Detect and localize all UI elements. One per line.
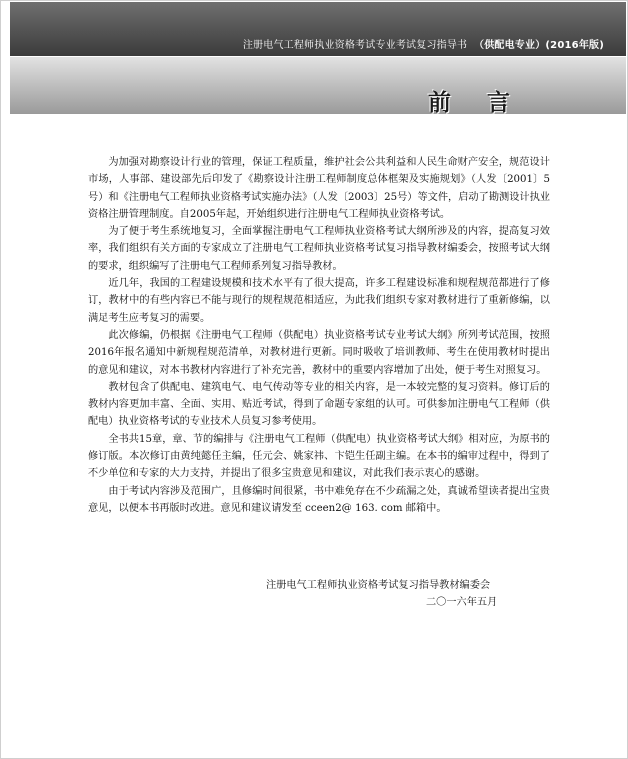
preface-body (88, 154, 550, 517)
header-book-title: 注册电气工程师执业资格考试专业考试复习指导书 (242, 40, 468, 51)
preface-paragraph: 此次修编，仍根据《注册电气工程师（供配电）执业资格考试专业考试大纲》所列考试范围，按照2016年报名通知中新规程规范清单，对教材进行更新。同时吸收了培训教师、考生在使用教材时提出的意见和建议，对本书教材内容进行了补充完善，教材中的重要内容增加了出处，便于考生对照复习。 (88, 329, 550, 376)
signature-date: 二〇一六年五月 (426, 597, 498, 609)
title-band (10, 57, 626, 114)
preface-paragraph: 全书共15章，章、节的编排与《注册电气工程师（供配电）执业资格考试大纲》相对应，为原书的修订版。本次修订由黄纯懿任主编，任元会、姚家祎、卞铠生任副主编。在本书的编审过程中，得到了不少单位和专家的大力支持，并提出了很多宝贵意见和建议，对此我们表示衷心的感谢。 (88, 433, 550, 480)
preface-paragraph: 为加强对勘察设计行业的管理，保证工程质量，维护社会公共利益和人民生命财产安全，规范设计市场，人事部、建设部先后印发了《勘察设计注册工程师制度总体框架及实施规划》（人发〔2001〕5号）和《注册电气工程师执业资格考试实施办法》（人发〔2003〕25号）等文件，启动了勘测设计执业资格注册管理制度。自2005年起，开始组织进行注册电气工程师执业资格考试。 (88, 157, 550, 220)
signature-organization: 注册电气工程师执业资格考试复习指导教材编委会 (266, 580, 491, 591)
page-title: 前 言 (427, 90, 524, 116)
signature-block (88, 577, 550, 612)
running-header (243, 36, 604, 51)
header-edition: （供配电专业）(2016年版) (474, 40, 604, 51)
preface-paragraph: 为了便于考生系统地复习，全面掌握注册电气工程师执业资格考试大纲所涉及的内容，提高复习效率，我们组织有关方面的专家成立了注册电气工程师执业资格考试复习指导教材编委会，按照考试大纲的要求，组织编写了注册电气工程师系列复习指导教材。 (88, 226, 550, 272)
preface-paragraph: 近几年，我国的工程建设规模和技术水平有了很大提高，许多工程建设标准和规程规范都进行了修订，教材中的有些内容已不能与现行的规程规范相适应，为此我们组织专家对教材进行了重新修编，以满足考生应考复习的需要。 (88, 278, 550, 324)
preface-paragraph: 教材包含了供配电、建筑电气、电气传动等专业的相关内容，是一本较完整的复习资料。修订后的教材内容更加丰富、全面、实用、贴近考试，得到了命题专家组的认可。可供参加注册电气工程师（供配电）执业资格考试的专业技术人员复习参考使用。 (88, 381, 550, 428)
preface-paragraph: 由于考试内容涉及范围广，且修编时间很紧，书中难免存在不少疏漏之处，真诚希望读者提出宝贵意见，以便本书再版时改进。意见和建议请发至 cceen2@ 163. com 邮箱中。 (88, 485, 550, 514)
